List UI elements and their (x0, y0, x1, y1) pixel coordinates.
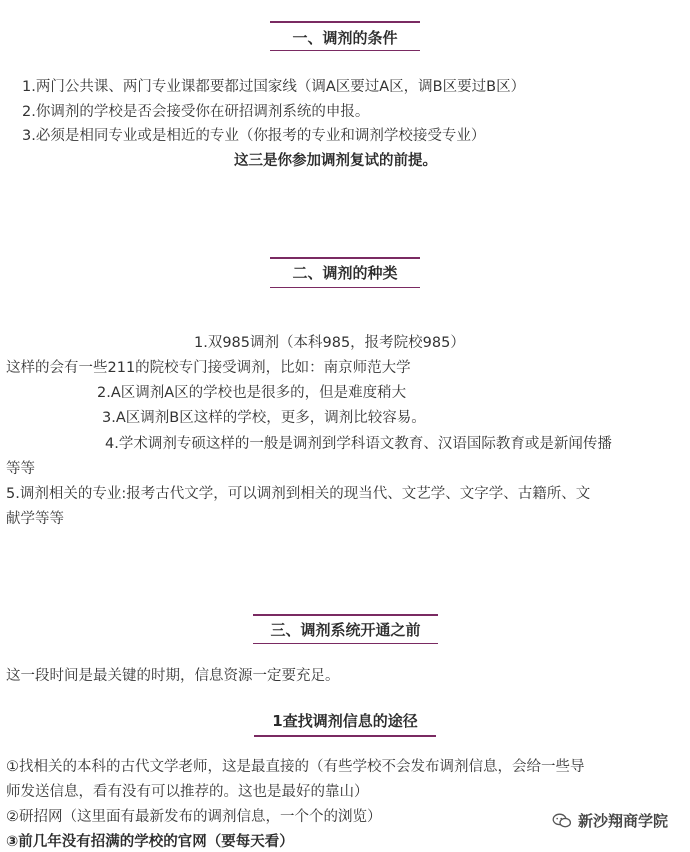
section3-line-4: ③前几年没有招满的学校的官网（要每天看） (6, 834, 294, 850)
section2-line-5: 4.学术调剂专硕这样的一般是调剂到学科语文教育、汉语国际教育或是新闻传播 (105, 436, 612, 452)
section3-subtitle: 1查找调剂信息的途径 (272, 712, 418, 730)
section3-subtitle-rule (254, 735, 436, 737)
section2-line-1: 1.双985调剂（本科985，报考院校985） (194, 335, 465, 351)
section3-line-2: 师发送信息，看有没有可以推荐的。这也是最好的靠山） (6, 784, 369, 800)
section2-line-8: 献学等等 (6, 511, 64, 527)
section3-rule-bottom (253, 643, 438, 644)
watermark (552, 810, 668, 831)
section2-rule-top (270, 257, 420, 259)
section2-line-6: 等等 (6, 461, 35, 477)
section1-title: 一、调剂的条件 (292, 29, 398, 47)
section3-line-3: ②研招网（这里面有最新发布的调剂信息，一个个的浏览） (6, 809, 382, 825)
section3-title: 三、调剂系统开通之前 (270, 621, 421, 639)
watermark-text: 新沙翔商学院 (577, 812, 668, 830)
section2-line-2: 这样的会有一些211的院校专门接受调剂，比如：南京师范大学 (6, 360, 411, 376)
section1-note: 这三是你参加调剂复试的前提。 (234, 153, 437, 169)
section1-item-1: 1.两门公共课、两门专业课都要都过国家线（调A区要过A区，调B区要过B区） (22, 79, 526, 95)
wechat-icon (552, 813, 572, 829)
section3-intro: 这一段时间是最关键的时期，信息资源一定要充足。 (6, 668, 340, 684)
section2-line-4: 3.A区调剂B区这样的学校，更多，调剂比较容易。 (102, 410, 426, 426)
section1-item-3: 3.必须是相同专业或是相近的专业（你报考的专业和调剂学校接受专业） (22, 128, 486, 144)
section2-line-7: 5.调剂相关的专业:报考古代文学，可以调剂到相关的现当代、文艺学、文字学、古籍所、文 (6, 486, 591, 502)
section1-rule-top (270, 21, 420, 23)
section1-rule-bottom (270, 50, 420, 51)
section2-rule-bottom (270, 287, 420, 288)
section1-item-2: 2.你调剂的学校是否会接受你在研招调剂系统的申报。 (22, 104, 370, 120)
section2-line-3: 2.A区调剂A区的学校也是很多的，但是难度稍大 (97, 385, 407, 401)
section3-rule-top (253, 614, 438, 616)
section3-line-1: ①找相关的本科的古代文学老师，这是最直接的（有些学校不会发布调剂信息，会给一些导 (6, 759, 585, 775)
section2-title: 二、调剂的种类 (292, 264, 398, 282)
